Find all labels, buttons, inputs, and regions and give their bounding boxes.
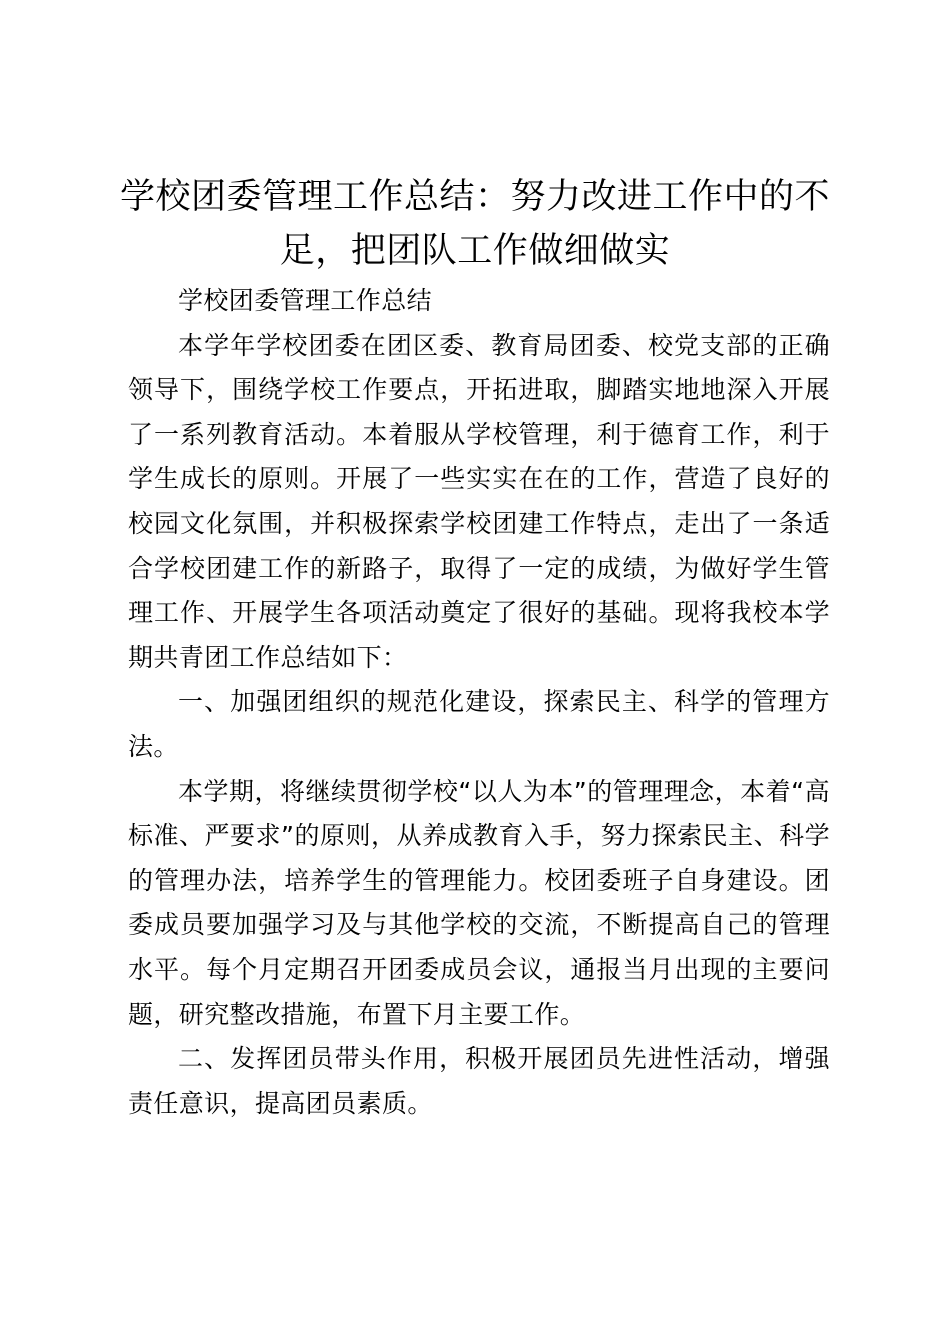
section-heading-2: 二、发挥团员带头作用，积极开展团员先进性活动，增强责任意识，提高团员素质。 [128, 1044, 830, 1118]
document-title: 学校团委管理工作总结：努力改进工作中的不足，把团队工作做细做实 [119, 177, 830, 271]
section-heading-1: 一、加强团组织的规范化建设，探索民主、科学的管理方法。 [128, 687, 830, 761]
intro-paragraph: 本学年学校团委在团区委、教育局团委、校党支部的正确领导下，围绕学校工作要点，开拓进取，脚踏实地地深入开展了一系列教育活动。本着服从学校管理，利于德育工作，利于学生成长的原则。开展了一些实实在在的工作，营造了良好的校园文化氛围，并积极探索学校团建工作特点，走出了一条适合学校团建工作的新路子，取得了一定的成绩，为做好学生管理工作、开展学生各项活动奠定了很好的基础。现将我校本学期共青团工作总结如下： [128, 330, 830, 672]
subtitle-paragraph: 学校团委管理工作总结 [178, 286, 433, 315]
section-1-paragraph: 本学期，将继续贯彻学校“以人为本”的管理理念，本着“高标准、严要求”的原则，从养成教育入手，努力探索民主、科学的管理办法，培养学生的管理能力。校团委班子自身建设。团委成员要加强学习及与其他学校的交流，不断提高自己的管理水平。每个月定期召开团委成员会议，通报当月出现的主要问题，研究整改措施，布置下月主要工作。 [128, 776, 830, 1029]
document-body [128, 279, 830, 1126]
